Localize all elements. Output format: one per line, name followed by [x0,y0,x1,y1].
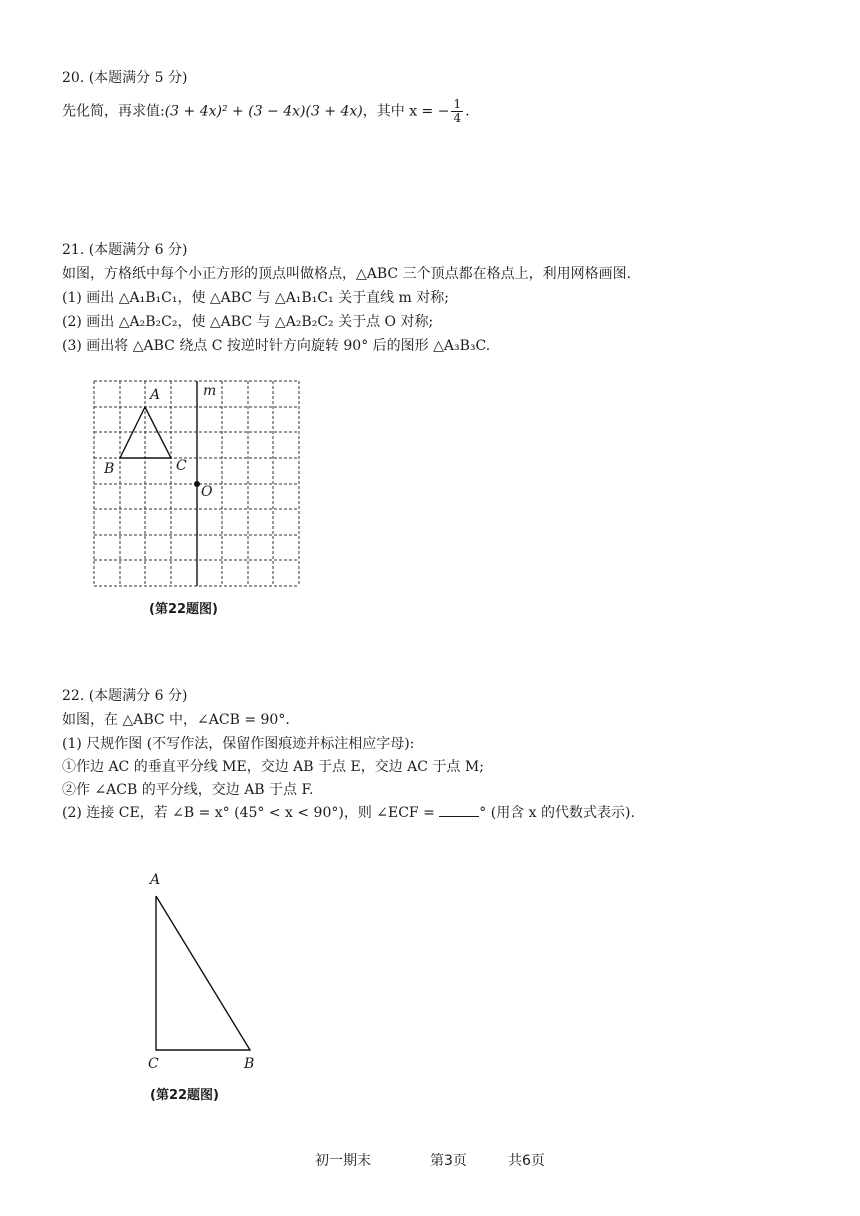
q21-item-2: (2) 画出 △A₂B₂C₂，使 △ABC 与 △A₂B₂C₂ 关于点 O 对称; [62,314,434,330]
q20-problem [62,98,470,125]
q21-label-a: A [150,387,161,403]
q20-expression: (3 + 4x)² + (3 − 4x)(3 + 4x) [164,103,363,120]
q20-prefix: 先化简，再求值: [62,103,165,120]
q21-label-o: O [201,484,213,500]
q22-label-a: A [150,872,161,888]
answer-blank[interactable] [439,804,479,817]
q20-frac-num: 1 [453,97,462,111]
q22-intro: 如图，在 △ABC 中，∠ACB = 90°. [62,712,290,728]
footer-grade: 初一期末 [315,1153,371,1169]
q22-item-2 [62,803,635,823]
triangle-abc [120,407,171,458]
q20-frac-den: 4 [453,111,462,125]
q22-heading: 22. (本题满分 6 分) [62,688,188,704]
q21-item-3: (3) 画出将 △ABC 绕点 C 按逆时针方向旋转 90° 后的图形 △A₃B₃C. [62,338,491,354]
q22-label-b: B [244,1056,255,1072]
footer-page: 第3页 [430,1153,467,1169]
q21-heading: 21. (本题满分 6 分) [62,242,188,258]
point-o [194,481,200,487]
grid-dashed-lines [94,381,299,586]
q22-item-2-post: ° (用含 x 的代数式表示). [479,805,635,821]
triangle-acb [156,896,250,1050]
q21-figure-caption: (第22题图) [149,602,218,617]
q21-label-m: m [203,383,217,399]
q22-item-1b: ②作 ∠ACB 的平分线，交边 AB 于点 F. [62,782,314,798]
q20-end: . [465,103,470,120]
q20-condition: ，其中 x = − [362,103,450,120]
q22-item-1: (1) 尺规作图 (不写作法，保留作图痕迹并标注相应字母): [62,736,415,752]
footer-total: 共6页 [508,1153,545,1169]
q22-label-c: C [148,1056,159,1072]
q21-label-c: C [176,458,187,474]
q21-intro: 如图，方格纸中每个小正方形的顶点叫做格点，△ABC 三个顶点都在格点上，利用网格画图. [62,266,632,282]
q22-item-1a: ①作边 AC 的垂直平分线 ME，交边 AB 于点 E，交边 AC 于点 M; [62,759,484,775]
q21-item-1: (1) 画出 △A₁B₁C₁，使 △ABC 与 △A₁B₁C₁ 关于直线 m 对称; [62,290,449,306]
q22-figure-caption: (第22题图) [150,1088,219,1103]
q21-label-b: B [104,461,115,477]
q22-item-2-pre: (2) 连接 CE，若 ∠B = x° (45° < x < 90°)，则 ∠ECF = [62,805,435,821]
q20-heading: 20. (本题满分 5 分) [62,70,188,86]
q20-fraction [451,98,463,125]
